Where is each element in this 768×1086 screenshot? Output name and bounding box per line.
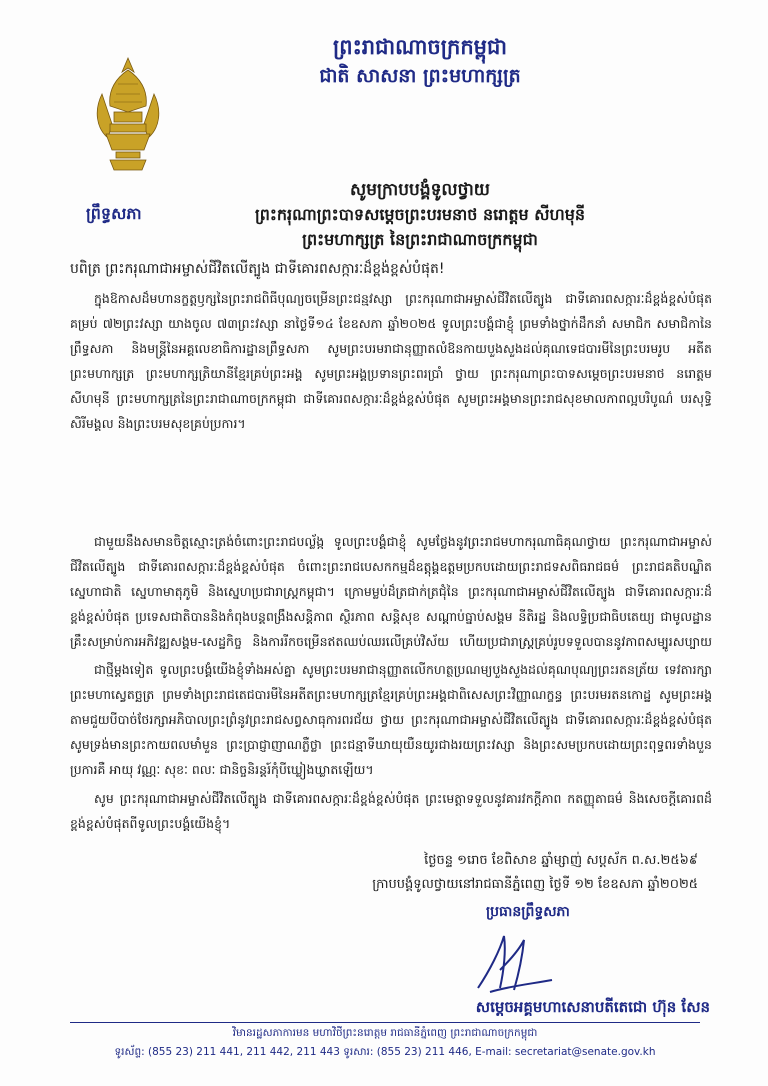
paragraph-3: ជាថ្មីម្តងទៀត ទូលព្រះបង្គំយើងខ្ញុំទាំងអស់គ្នា សូមព្រះបរមរាជានុញ្ញាតលើកហត្ថប្រណម្យបួងសួងដល់គុណបុណ្យព្រះរតនត្រ័យ ទេវតារក្សាព្រះមហាស្វេតច្ឆត្រ ព្រមទាំងព្រះរាជតេជបារមីនៃអតីតព្រះមហាក្សត្រខ្មែរគ្រប់ព្រះអង្គជាពិសេសព្រះវិញ្ញាណក្ខន្ធ ព្រះបរមរតនកោដ្ឋ សូមព្រះអង្គតាមជួយបីបាច់ថែរក្សាអភិបាលព្រះព្រំនូវព្រះរាជសព្វសាធុការពរជ័យ ថ្វាយ ព្រះករុណាជាអម្ចាស់ជីវិតលើត្បូង ជាទីគោរពសក្ការៈដ៏ខ្ពង់ខ្ពស់បំផុត សូមទ្រង់មានព្រះកាយពលមាំមួន ព្រះប្រាជ្ញាញាណភ្លឺថ្លា ព្រះជន្មាទីឃាយុយឺនយូរជាងរយព្រះវស្សា និងព្រះសមប្រកបដោយព្រះពុទ្ធពរទាំងបួនប្រការគឺ អាយុ វណ្ណៈ សុខៈ ពលៈ ជានិច្ចនិរន្តរ៍កុំបីឃ្លៀងឃ្លាតឡើយ។ [70,662,712,777]
paragraph-2: ជាមួយនឹងសមានចិត្តស្មោះត្រង់ចំពោះព្រះរាជបល្ល័ង្ក ទូលព្រះបង្គំជាខ្ញុំ សូមថ្លែងនូវព្រះរាជមហាករុណាធិគុណថ្វាយ ព្រះករុណាជាអម្ចាស់ជីវិតលើត្បូង ជាទីគោរពសក្ការៈដ៏ខ្ពង់ខ្ពស់បំផុត ចំពោះព្រះរាជបេសកកម្មដ៏ឧត្តុង្គឧត្តមប្រកបដោយព្រះរាជទសពិធរាជធម៌ ព្រះរាជគតិបណ្ឌិតស្នេហាជាតិ ស្នេហាមាតុភូមិ និងស្នេហប្រជារាស្ត្រកម្ពុជា។ ក្រោមម្លប់ដ៏ត្រជាក់ត្រជុំនៃ ព្រះករុណាជាអម្ចាស់ជីវិតលើត្បូង ជាទីគោរពសក្ការៈដ៏ខ្ពង់ខ្ពស់បំផុត ប្រទេសជាតិបាននិងកំពុងបន្តពង្រឹងសន្តិភាព ស្ថិរភាព សន្តិសុខ សណ្តាប់ធ្នាប់សង្គម នីតិរដ្ឋ និងលទ្ធិប្រជាធិបតេយ្យ ជាមូលដ្ឋានគ្រឹះសម្រាប់ការអភិវឌ្ឍសង្គម-សេដ្ឋកិច្ច និងការរីកចម្រើនឥតឈប់ឈរលើគ្រប់វិស័យ ហើយប្រជារាស្ត្រគ្រប់រូបទទួលបាននូវភាពសម្បូរសប្បាយ [70,534,712,649]
national-motto: ជាតិ សាសនា ព្រះមហាក្សត្រ [319,65,521,87]
footer-contact: ទូរស័ព្ទ: (855 23) 211 441, 211 442, 211 443 ទូរសារ: (855 23) 211 446, E-mail: secretariat@senate.gov.kh [114,1046,656,1058]
kingdom-title: ព្រះរាជាណាចក្រកម្ពុជា [332,34,507,59]
footer-address: វិមានរដ្ឋសភាការមន មហាវិថីព្រះនរោត្តម រាជធានីភ្នំពេញ ព្រះរាជាណាចក្រកម្ពុជា [232,1027,538,1039]
salutation: បពិត្រ ព្រះករុណាជាអម្ចាស់ជីវិតលើត្បូង ជាទីគោរពសក្ការៈដ៏ខ្ពង់ខ្ពស់បំផុត! [70,261,445,277]
lunar-date: ថ្ងៃចន្ទ ១រោច ខែពិសាខ ឆ្នាំម្សាញ់ សប្តស័ក ព.ស.២៥៦៩ [424,853,698,868]
addressee-line-1: សូមក្រាបបង្គំទូលថ្វាយ [350,180,490,200]
paragraph-1: ក្នុងឱកាសដ៏មហានក្ខត្តឫក្សនៃព្រះរាជពិធីបុណ្យចម្រើនព្រះជន្មវស្សា ព្រះករុណាជាអម្ចាស់ជីវិតលើត្បូង ជាទីគោរពសក្ការៈដ៏ខ្ពង់ខ្ពស់បំផុត គម្រប់ ៧២ព្រះវស្សា យាងចូល ៧៣ព្រះវស្សា នាថ្ងៃទី១៤ ខែឧសភា ឆ្នាំ២០២៥ ទូលព្រះបង្គំជាខ្ញុំ ព្រមទាំងថ្នាក់ដឹកនាំ សមាជិក សមាជិកានៃព្រឹទ្ធសភា និងមន្ត្រីនៃអគ្គលេខាធិការដ្ឋានព្រឹទ្ធសភា សូមព្រះបរមរាជានុញ្ញាតលំឱនកាយបួងសួងដល់គុណទេជបារមីនៃព្រះបរមរូប អតីតព្រះមហាក្សត្រ ព្រះមហាក្សត្រិយានីខ្មែរគ្រប់ព្រះអង្គ សូមព្រះអង្គប្រទានព្រះពរប្រាំ ថ្វាយ ព្រះករុណាព្រះបាទសម្តេចព្រះបរមនាថ នរោត្តម សីហមុនី ព្រះមហាក្សត្រនៃព្រះរាជាណាចក្រកម្ពុជា ជាទីគោរពសក្ការៈដ៏ខ្ពង់ខ្ពស់បំផុត សូមព្រះអង្គមានព្រះរាជសុខមាលភាពល្អបរិបូណ៌ បរសុទ្ធិ សិរីមង្គល និងព្រះបរមសុខគ្រប់ប្រការ។ [70,291,712,431]
institution-label: ព្រឹទ្ធសភា [86,204,142,223]
footer-divider [70,1022,700,1023]
signature-icon [470,930,560,1000]
addressee-line-3: ព្រះមហាក្សត្រ នៃព្រះរាជាណាចក្រកម្ពុជា [302,230,538,249]
addressee-line-2: ព្រះករុណាព្រះបាទសម្តេចព្រះបរមនាថ នរោត្តម សីហមុនី [254,205,586,224]
solar-date: ក្រាបបង្គំទូលថ្វាយនៅរាជធានីភ្នំពេញ ថ្ងៃទី ១២ ខែឧសភា ឆ្នាំ២០២៥ [372,877,698,892]
paragraph-4: សូម ព្រះករុណាជាអម្ចាស់ជីវិតលើត្បូង ជាទីគោរពសក្ការៈដ៏ខ្ពង់ខ្ពស់បំផុត ព្រះមេត្តាទទួលនូវគារវកក្តីភាព កតញ្ញុតាធម៌ និងសេចក្តីគោរពដ៏ខ្ពង់ខ្ពស់បំផុតពីទូលព្រះបង្គំយើងខ្ញុំ។ [70,791,712,831]
signer-title: ប្រធានព្រឹទ្ធសភា [486,904,570,920]
signer-name: សម្តេចអគ្គមហាសេនាបតីតេជោ ហ៊ុន សែន [475,998,710,1016]
senate-emblem-icon [88,54,168,174]
